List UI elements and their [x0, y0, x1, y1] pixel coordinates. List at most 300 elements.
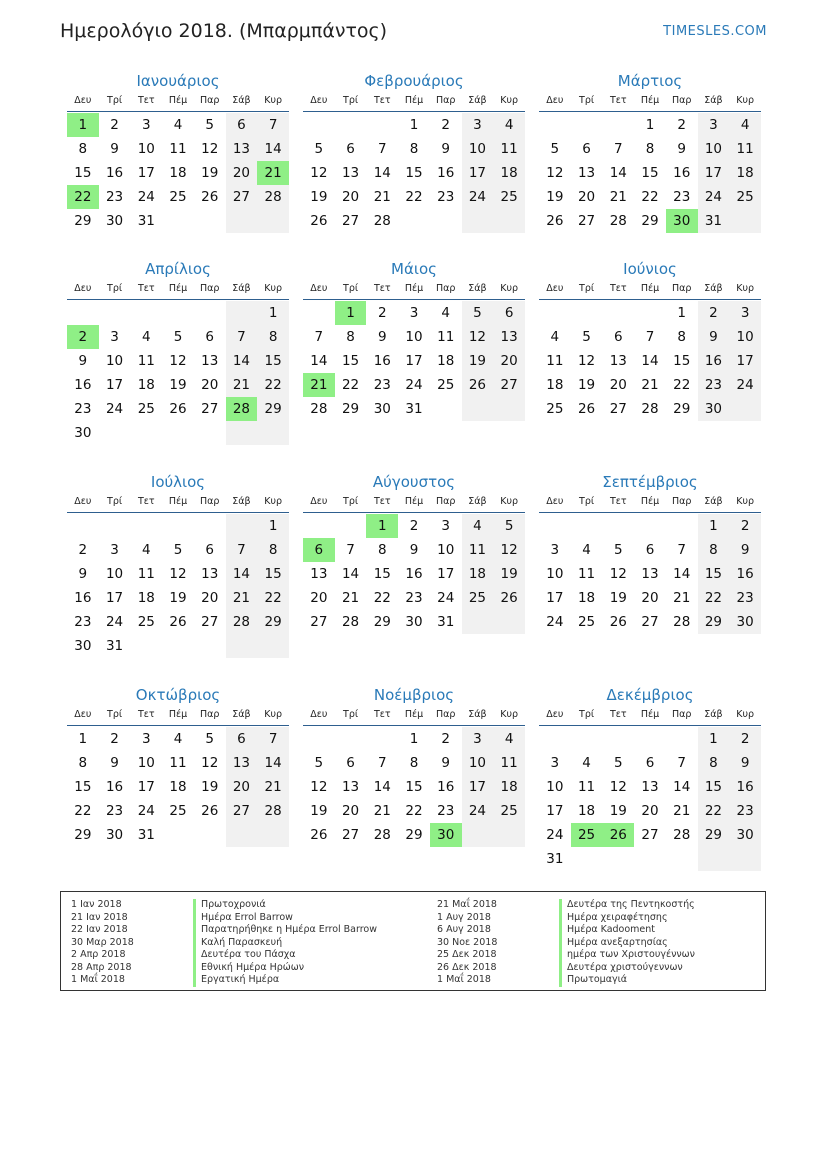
- legend-holiday-name: ημέρα των Χριστουγέννων: [559, 949, 695, 962]
- weekday-label: Δευ: [310, 95, 328, 106]
- day-cell: 4: [582, 542, 591, 558]
- day-cell: 7: [226, 325, 258, 349]
- day-cell: 22: [257, 373, 289, 397]
- empty-cell: [602, 301, 634, 325]
- day-cell: 3: [110, 542, 119, 558]
- day-cell: 24: [437, 590, 455, 606]
- legend-holiday-name: Ημέρα ανεξαρτησίας: [559, 937, 695, 950]
- weekday-label: Τετ: [609, 496, 627, 507]
- empty-cell: [602, 113, 634, 137]
- empty-cell: [99, 301, 131, 325]
- day-cell: 14: [257, 137, 289, 161]
- day-cell: 16: [729, 562, 761, 586]
- day-cell: 8: [257, 325, 289, 349]
- day-cell: 10: [105, 566, 124, 582]
- day-cell: 23: [437, 189, 455, 205]
- empty-cell: [162, 209, 194, 233]
- day-cell: 14: [257, 751, 289, 775]
- day-cell: 13: [341, 779, 360, 795]
- day-cell: 27: [226, 185, 258, 209]
- day-cell: 2: [110, 117, 119, 133]
- legend-date: 1 Μαΐ 2018: [71, 974, 125, 985]
- legend-holiday-name: Δευτέρα της Πεντηκοστής: [559, 899, 695, 912]
- day-cell: 2: [409, 518, 419, 534]
- weekday-header: [539, 707, 761, 726]
- day-cell: 30: [105, 827, 124, 843]
- day-cell: 18: [137, 590, 155, 606]
- day-cell: 28: [673, 614, 691, 630]
- weekday-label: Τρί: [579, 95, 595, 106]
- day-cell: 9: [441, 755, 450, 771]
- day-cell: 27: [310, 614, 328, 630]
- month-title: Οκτώβριος: [135, 686, 221, 704]
- day-cell: 12: [577, 353, 596, 369]
- day-cell: 16: [437, 779, 455, 795]
- day-cell: 19: [201, 165, 219, 181]
- empty-cell: [194, 634, 226, 658]
- weekday-label: Δευ: [546, 709, 564, 720]
- empty-cell: [303, 727, 335, 751]
- empty-cell: [634, 727, 666, 751]
- month-block: [539, 684, 761, 871]
- month-block: [67, 258, 289, 445]
- legend-dates-left: [71, 899, 134, 987]
- day-cell: 20: [226, 775, 258, 799]
- day-cell: 24: [698, 185, 730, 209]
- month-block: [303, 258, 525, 421]
- day-cell: 26: [310, 827, 328, 843]
- day-cell: 10: [105, 353, 124, 369]
- day-cell: 15: [405, 165, 423, 181]
- weekday-label: Πέμ: [640, 496, 660, 507]
- day-cell: 9: [729, 751, 761, 775]
- legend-holiday-name: Ημέρα Kadooment: [559, 924, 695, 937]
- day-cell: 21: [341, 590, 360, 606]
- day-cell: 6: [493, 301, 525, 325]
- day-cell: 15: [641, 165, 659, 181]
- day-cell: 12: [609, 779, 627, 795]
- day-cell: 29: [74, 213, 92, 229]
- day-cell: 28: [310, 401, 328, 417]
- empty-cell: [226, 301, 258, 325]
- day-cell: 16: [373, 353, 391, 369]
- empty-cell: [539, 113, 571, 137]
- day-cell: 19: [169, 377, 187, 393]
- month-title: Απρίλιος: [145, 260, 211, 278]
- day-cell: 10: [405, 329, 423, 345]
- day-cell: 29: [698, 823, 730, 847]
- day-cell: 7: [257, 727, 289, 751]
- day-cell: 8: [78, 141, 88, 157]
- day-cell: 29: [74, 827, 92, 843]
- weekday-label: Παρ: [199, 496, 220, 507]
- day-cell: 6: [205, 329, 214, 345]
- day-cell: 16: [437, 165, 455, 181]
- day-cell: 3: [462, 727, 494, 751]
- day-cell: 14: [341, 566, 360, 582]
- month-title: Δεκέμβριος: [606, 686, 694, 704]
- day-cell: 4: [729, 113, 761, 137]
- day-cell: 18: [169, 779, 187, 795]
- legend-holiday-name: Ημέρα Errol Barrow: [193, 912, 377, 925]
- legend-date: 22 Ιαν 2018: [71, 924, 128, 935]
- weekday-label: Κυρ: [736, 496, 755, 507]
- day-cell: 5: [173, 542, 183, 558]
- day-cell: 1: [257, 301, 289, 325]
- weekday-header: [303, 281, 525, 300]
- day-cell: 6: [582, 141, 591, 157]
- day-cell: 5: [550, 141, 560, 157]
- day-cell: 6: [346, 755, 355, 771]
- weekday-label: Σάβ: [704, 95, 723, 106]
- legend-holiday-name: Δευτέρα του Πάσχα: [193, 949, 377, 962]
- day-cell: 30: [74, 425, 92, 441]
- day-cell: 17: [698, 161, 730, 185]
- day-cell: 3: [550, 755, 560, 771]
- day-cell: 22: [698, 799, 730, 823]
- day-cell: 17: [729, 349, 761, 373]
- day-cell: 5: [613, 542, 623, 558]
- day-cell: 19: [310, 189, 328, 205]
- day-cell: 20: [201, 590, 219, 606]
- day-cell: 2: [441, 731, 450, 747]
- empty-cell: [335, 727, 367, 751]
- legend-names-left: [193, 899, 377, 987]
- day-cell: 6: [645, 542, 655, 558]
- day-cell: 20: [641, 803, 659, 819]
- day-cell: 22: [405, 189, 423, 205]
- day-cell: 23: [729, 799, 761, 823]
- weekday-label: Δευ: [310, 283, 328, 294]
- day-cell: 18: [577, 803, 596, 819]
- brand-link[interactable]: TIMESLES.COM: [663, 24, 767, 39]
- month-block: [67, 471, 289, 658]
- empty-cell: [257, 421, 289, 445]
- day-cell: 11: [577, 566, 596, 582]
- legend-date: 21 Ιαν 2018: [71, 911, 128, 923]
- weekday-label: Τετ: [373, 283, 391, 294]
- day-cell: 29: [698, 610, 730, 634]
- day-cell: 31: [546, 851, 564, 867]
- day-cell: 5: [462, 301, 494, 325]
- weekday-label: Σάβ: [232, 496, 251, 507]
- day-cell: 23: [673, 189, 691, 205]
- weekday-label: Τρί: [107, 283, 123, 294]
- empty-cell: [571, 514, 603, 538]
- day-cell: 13: [493, 325, 525, 349]
- day-cell: 7: [613, 141, 623, 157]
- day-cell: 18: [462, 562, 494, 586]
- day-cell: 25: [137, 401, 155, 417]
- empty-cell: [366, 727, 398, 751]
- day-cell: 22: [641, 189, 659, 205]
- weekday-label: Τρί: [107, 95, 123, 106]
- empty-cell: [194, 823, 226, 847]
- month-block: [539, 258, 761, 421]
- weekday-label: Κυρ: [500, 95, 519, 106]
- weekday-label: Πέμ: [640, 283, 660, 294]
- empty-cell: [130, 301, 162, 325]
- day-cell: 26: [310, 213, 328, 229]
- day-cell: 5: [205, 117, 214, 133]
- day-cell: 19: [546, 189, 564, 205]
- day-cell: 3: [729, 301, 761, 325]
- day-cell: 24: [137, 189, 155, 205]
- weekday-label: Δευ: [546, 95, 564, 106]
- day-cell: 10: [462, 137, 494, 161]
- day-cell: 8: [698, 751, 730, 775]
- weekday-label: Κυρ: [736, 709, 755, 720]
- weekday-label: Τρί: [579, 496, 595, 507]
- days-grid: [67, 514, 289, 658]
- weekday-label: Δευ: [546, 283, 564, 294]
- legend-date: 1 Μαΐ 2018: [437, 974, 491, 985]
- weekday-label: Τετ: [137, 283, 155, 294]
- day-cell: 30: [373, 401, 391, 417]
- day-cell: 23: [74, 401, 92, 417]
- day-cell: 19: [493, 562, 525, 586]
- weekday-label: Παρ: [435, 95, 456, 106]
- day-cell: 8: [257, 538, 289, 562]
- month-title: Σεπτέμβριος: [602, 473, 698, 491]
- empty-cell: [303, 301, 335, 325]
- day-cell: 1: [257, 514, 289, 538]
- weekday-label: Δευ: [310, 709, 328, 720]
- days-grid: [539, 113, 761, 233]
- day-cell: 21: [373, 189, 391, 205]
- legend-holiday-name: Εθνική Ημέρα Ηρώων: [193, 962, 377, 975]
- day-cell: 1: [78, 731, 88, 747]
- day-cell: 13: [226, 751, 258, 775]
- day-cell: 28: [641, 401, 659, 417]
- empty-cell: [571, 301, 603, 325]
- holiday-legend: [60, 891, 766, 991]
- month-block: [303, 471, 525, 634]
- day-cell: 23: [729, 586, 761, 610]
- empty-cell: [226, 514, 258, 538]
- day-cell: 27: [577, 213, 596, 229]
- days-grid: [539, 514, 761, 634]
- day-cell: 28: [257, 185, 289, 209]
- day-cell: 25: [462, 586, 494, 610]
- day-cell: 4: [550, 329, 560, 345]
- day-cell: 21: [226, 373, 258, 397]
- weekday-label: Σάβ: [468, 496, 487, 507]
- empty-cell: [130, 421, 162, 445]
- day-cell: 30: [666, 209, 698, 233]
- day-cell: 8: [78, 755, 88, 771]
- day-cell: 31: [437, 614, 455, 630]
- day-cell: 27: [341, 827, 360, 843]
- day-cell: 25: [437, 377, 455, 393]
- empty-cell: [462, 610, 494, 634]
- day-cell: 7: [346, 542, 355, 558]
- day-cell: 25: [493, 185, 525, 209]
- weekday-label: Κυρ: [264, 496, 283, 507]
- empty-cell: [729, 209, 761, 233]
- day-cell: 24: [546, 827, 564, 843]
- day-cell: 8: [409, 755, 419, 771]
- weekday-label: Παρ: [671, 709, 692, 720]
- day-cell: 14: [641, 353, 659, 369]
- day-cell: 10: [137, 755, 155, 771]
- day-cell: 3: [550, 542, 560, 558]
- weekday-label: Τετ: [137, 95, 155, 106]
- day-cell: 17: [437, 566, 455, 582]
- days-grid: [67, 727, 289, 847]
- weekday-label: Παρ: [435, 709, 456, 720]
- day-cell: 26: [493, 586, 525, 610]
- weekday-label: Σάβ: [468, 283, 487, 294]
- day-cell: 26: [462, 373, 494, 397]
- weekday-label: Τετ: [609, 283, 627, 294]
- weekday-label: Τετ: [373, 709, 391, 720]
- month-title: Ιούλιος: [150, 473, 206, 491]
- day-cell: 30: [405, 614, 423, 630]
- weekday-label: Πέμ: [168, 283, 188, 294]
- day-cell: 11: [577, 779, 596, 795]
- empty-cell: [226, 209, 258, 233]
- day-cell: 9: [78, 566, 88, 582]
- day-cell: 20: [577, 189, 596, 205]
- empty-cell: [99, 514, 131, 538]
- day-cell: 2: [110, 731, 119, 747]
- weekday-label: Σάβ: [468, 95, 487, 106]
- day-cell: 20: [493, 349, 525, 373]
- day-cell: 31: [405, 401, 423, 417]
- day-cell: 21: [257, 161, 289, 185]
- day-cell: 11: [137, 566, 155, 582]
- day-cell: 21: [373, 803, 391, 819]
- day-cell: 2: [78, 542, 88, 558]
- weekday-header: [539, 494, 761, 513]
- month-title: Μάρτιος: [617, 72, 683, 90]
- day-cell: 18: [493, 775, 525, 799]
- day-cell: 23: [698, 373, 730, 397]
- day-cell: 6: [645, 755, 655, 771]
- day-cell: 26: [602, 823, 634, 847]
- day-cell: 12: [169, 353, 187, 369]
- day-cell: 25: [493, 799, 525, 823]
- day-cell: 31: [698, 209, 730, 233]
- day-cell: 6: [303, 538, 335, 562]
- day-cell: 29: [341, 401, 360, 417]
- day-cell: 15: [74, 165, 92, 181]
- day-cell: 18: [729, 161, 761, 185]
- day-cell: 3: [698, 113, 730, 137]
- day-cell: 14: [373, 779, 391, 795]
- empty-cell: [698, 847, 730, 871]
- legend-date: 25 Δεκ 2018: [437, 949, 497, 960]
- day-cell: 12: [310, 779, 328, 795]
- weekday-label: Τρί: [579, 283, 595, 294]
- weekday-label: Σάβ: [704, 709, 723, 720]
- day-cell: 24: [729, 373, 761, 397]
- day-cell: 1: [409, 117, 419, 133]
- day-cell: 3: [110, 329, 119, 345]
- day-cell: 16: [74, 590, 92, 606]
- empty-cell: [571, 847, 603, 871]
- weekday-label: Πέμ: [168, 709, 188, 720]
- day-cell: 20: [341, 803, 360, 819]
- empty-cell: [162, 514, 194, 538]
- day-cell: 17: [105, 377, 124, 393]
- day-cell: 1: [698, 514, 730, 538]
- day-cell: 15: [698, 562, 730, 586]
- legend-date: 26 Δεκ 2018: [437, 961, 497, 973]
- day-cell: 15: [373, 566, 391, 582]
- day-cell: 5: [613, 755, 623, 771]
- empty-cell: [634, 514, 666, 538]
- day-cell: 16: [105, 165, 124, 181]
- day-cell: 12: [462, 325, 494, 349]
- empty-cell: [462, 823, 494, 847]
- weekday-label: Πέμ: [640, 95, 660, 106]
- day-cell: 8: [346, 329, 355, 345]
- day-cell: 25: [577, 614, 596, 630]
- day-cell: 12: [310, 165, 328, 181]
- weekday-header: [67, 281, 289, 300]
- day-cell: 10: [698, 137, 730, 161]
- days-grid: [303, 113, 525, 233]
- month-title: Νοέμβριος: [373, 686, 455, 704]
- day-cell: 19: [462, 349, 494, 373]
- weekday-label: Τρί: [343, 709, 359, 720]
- day-cell: 14: [373, 165, 391, 181]
- day-cell: 25: [729, 185, 761, 209]
- weekday-label: Δευ: [74, 709, 92, 720]
- day-cell: 20: [310, 590, 328, 606]
- day-cell: 27: [201, 614, 219, 630]
- legend-date: 21 Μαΐ 2018: [437, 899, 497, 910]
- day-cell: 4: [441, 305, 450, 321]
- legend-date: 1 Ιαν 2018: [71, 899, 122, 910]
- legend-dates-right: [437, 899, 497, 987]
- empty-cell: [493, 397, 525, 421]
- day-cell: 1: [409, 731, 419, 747]
- empty-cell: [729, 847, 761, 871]
- weekday-label: Παρ: [435, 283, 456, 294]
- day-cell: 7: [677, 755, 686, 771]
- legend-holiday-name: Καλή Παρασκευή: [193, 937, 377, 950]
- weekday-header: [67, 494, 289, 513]
- day-cell: 31: [137, 213, 155, 229]
- day-cell: 18: [437, 353, 455, 369]
- weekday-label: Πέμ: [404, 283, 424, 294]
- empty-cell: [257, 634, 289, 658]
- day-cell: 13: [341, 165, 360, 181]
- empty-cell: [226, 823, 258, 847]
- day-cell: 28: [609, 213, 627, 229]
- weekday-label: Πέμ: [404, 496, 424, 507]
- day-cell: 9: [677, 141, 686, 157]
- day-cell: 15: [257, 562, 289, 586]
- day-cell: 7: [677, 542, 686, 558]
- day-cell: 10: [729, 325, 761, 349]
- day-cell: 11: [493, 751, 525, 775]
- day-cell: 16: [673, 165, 691, 181]
- day-cell: 23: [373, 377, 391, 393]
- day-cell: 21: [257, 775, 289, 799]
- day-cell: 5: [582, 329, 591, 345]
- empty-cell: [666, 727, 698, 751]
- day-cell: 2: [677, 117, 686, 133]
- month-title: Μάιος: [391, 260, 437, 278]
- days-grid: [303, 727, 525, 847]
- legend-date: 1 Αυγ 2018: [437, 911, 491, 923]
- empty-cell: [257, 823, 289, 847]
- day-cell: 14: [310, 353, 328, 369]
